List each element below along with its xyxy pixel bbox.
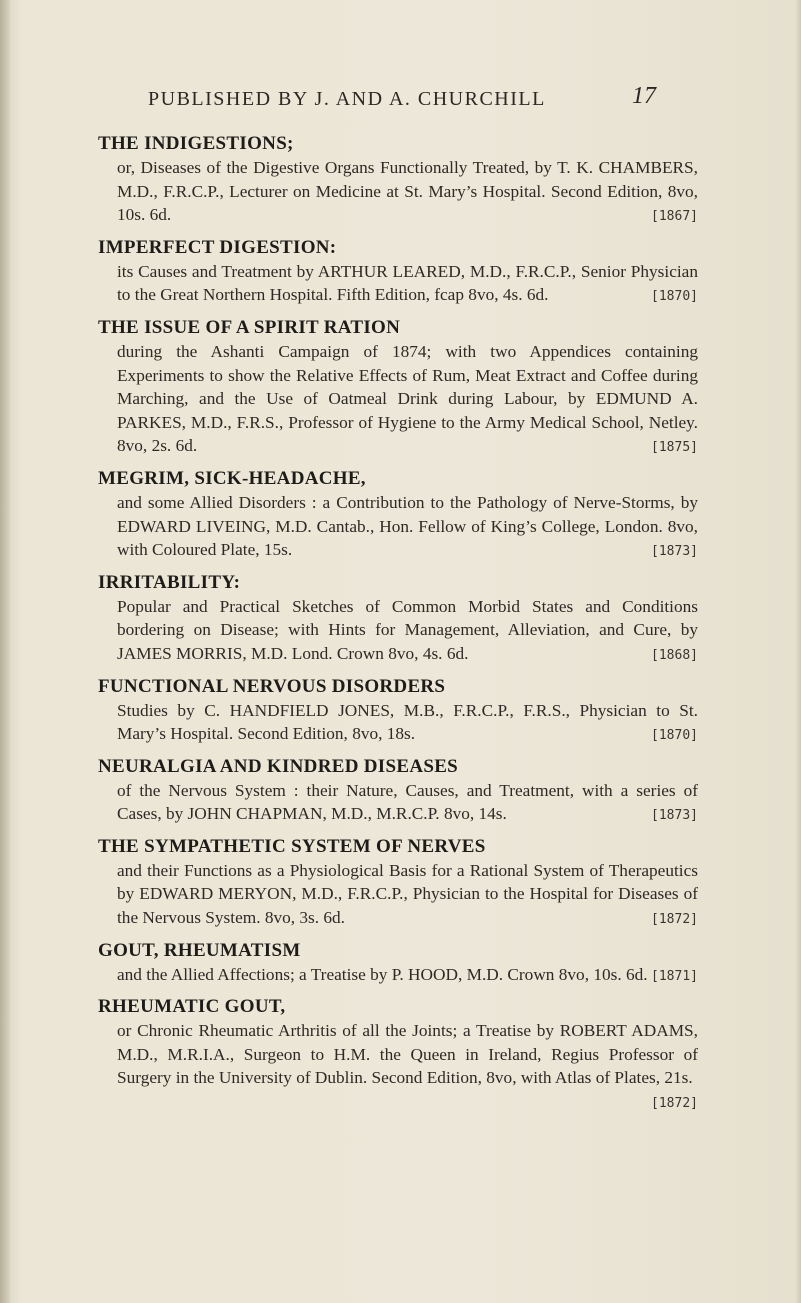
entry-title: RHEUMATIC GOUT, — [98, 996, 286, 1018]
entry-description — [117, 260, 698, 307]
entry-description-text: or, Diseases of the Digestive Organs Functionally Treated, by T. K. CHAMBERS, M.D., F.R.C.P., Lecturer on Medicine at St. Mary’s Hospital. Second Edition, 8vo, 10s. 6d. — [117, 158, 698, 225]
page-edge — [795, 0, 801, 1303]
catalogue-entry — [98, 132, 698, 227]
entry-title: GOUT, RHEUMATISM — [98, 939, 301, 961]
entry-year: [1872] — [651, 1096, 698, 1112]
page-number: 17 — [632, 83, 656, 109]
entry-description-text: and their Functions as a Physiological Basis for a Rational System of Therapeutics by EDWARD MERYON, M.D., F.R.C.P., Physician to the Hospital for Diseases of the Nervous System. 8vo, 3s. 6d. — [117, 860, 698, 928]
entry-description — [117, 156, 698, 227]
entry-title: NEURALGIA AND KINDRED DISEASES — [98, 755, 459, 777]
entry-description-text: Popular and Practical Sketches of Common Morbid States and Conditions bordering on Disease; with Hints for Management, Alleviation, and Cure, by JAMES MORRIS, M.D. Lond. Crown 8vo, 4s. 6d. — [117, 596, 698, 663]
catalogue-entry — [98, 995, 698, 1112]
entry-year: [1867] — [651, 209, 698, 225]
entry-year: [1870] — [651, 289, 698, 305]
entry-year: [1870] — [651, 728, 698, 744]
page-gutter-shadow — [0, 0, 10, 1303]
catalogue-entry — [98, 939, 698, 987]
entry-year: [1868] — [651, 647, 698, 663]
catalogue-entry — [98, 236, 698, 307]
catalogue-entry — [98, 675, 698, 746]
entry-description — [117, 595, 698, 666]
catalogue-entry — [98, 835, 698, 930]
entry-title: THE SYMPATHETIC SYSTEM OF NERVES — [98, 835, 486, 857]
entry-description — [117, 491, 698, 562]
catalogue-entry — [98, 316, 698, 458]
entry-description-text: or Chronic Rheumatic Arthritis of all the Joints; a Treatise by ROBERT ADAMS, M.D., M.R.I.A., Surgeon to H.M. the Queen in Ireland, Regius Professor of Surgery in the University of Dublin. Second Edition, 8vo, with Atlas of Plates, 21s. — [117, 1021, 698, 1088]
entry-title: IRRITABILITY: — [98, 571, 241, 593]
entry-title: FUNCTIONAL NERVOUS DISORDERS — [98, 675, 446, 697]
entry-title: MEGRIM, SICK-HEADACHE, — [98, 467, 366, 489]
catalogue-entry — [98, 755, 698, 826]
entry-description — [117, 859, 698, 930]
entry-description — [117, 340, 698, 458]
entry-description — [117, 1019, 698, 1112]
entry-description-text: Studies by C. HANDFIELD JONES, M.B., F.R.C.P., F.R.S., Physician to St. Mary’s Hospital. Second Edition, 8vo, 18s. — [117, 700, 698, 744]
entry-description — [117, 963, 698, 987]
entry-description — [117, 699, 698, 746]
entry-description-text: of the Nervous System : their Nature, Causes, and Treatment, with a series of Cases, by JOHN CHAPMAN, M.D., M.R.C.P. 8vo, 14s. — [117, 780, 698, 824]
entry-year: [1873] — [651, 808, 698, 824]
entry-description — [117, 779, 698, 826]
entry-description-text: during the Ashanti Campaign of 1874; with two Appendices containing Experiments to show the Relative Effects of Rum, Meat Extract and Coffee during Marching, and the Use of Oatmeal Drink during Labour, by EDMUND A. PARKES, M.D., F.R.S., Professor of Hygiene to the Army Medical School, Netley. 8vo, 2s. 6d. — [117, 341, 698, 456]
entry-description-text: and the Allied Affections; a Treatise by P. HOOD, M.D. Crown 8vo, 10s. 6d. — [117, 964, 648, 984]
catalogue-entry — [98, 571, 698, 666]
entry-year: [1872] — [651, 912, 698, 928]
entry-title: THE INDIGESTIONS; — [98, 133, 294, 154]
entry-title: IMPERFECT DIGESTION: — [98, 236, 337, 258]
catalogue-entry — [98, 467, 698, 562]
entry-description-text: and some Allied Disorders : a Contribution to the Pathology of Nerve-Storms, by EDWARD LIVEING, M.D. Cantab., Hon. Fellow of King’s College, London. 8vo, with Coloured Plate, 15s. — [117, 492, 698, 560]
entry-year: [1875] — [651, 440, 698, 456]
running-head: PUBLISHED BY J. AND A. CHURCHILL — [148, 88, 546, 110]
catalogue-entries — [98, 132, 698, 1116]
entry-title: THE ISSUE OF A SPIRIT RATION — [98, 316, 401, 338]
entry-year: [1873] — [651, 544, 698, 560]
entry-year: [1871] — [651, 968, 698, 984]
entry-description-text: its Causes and Treatment by ARTHUR LEARED, M.D., F.R.C.P., Senior Physician to the Great Northern Hospital. Fifth Edition, fcap 8vo, 4s. 6d. — [117, 261, 698, 305]
